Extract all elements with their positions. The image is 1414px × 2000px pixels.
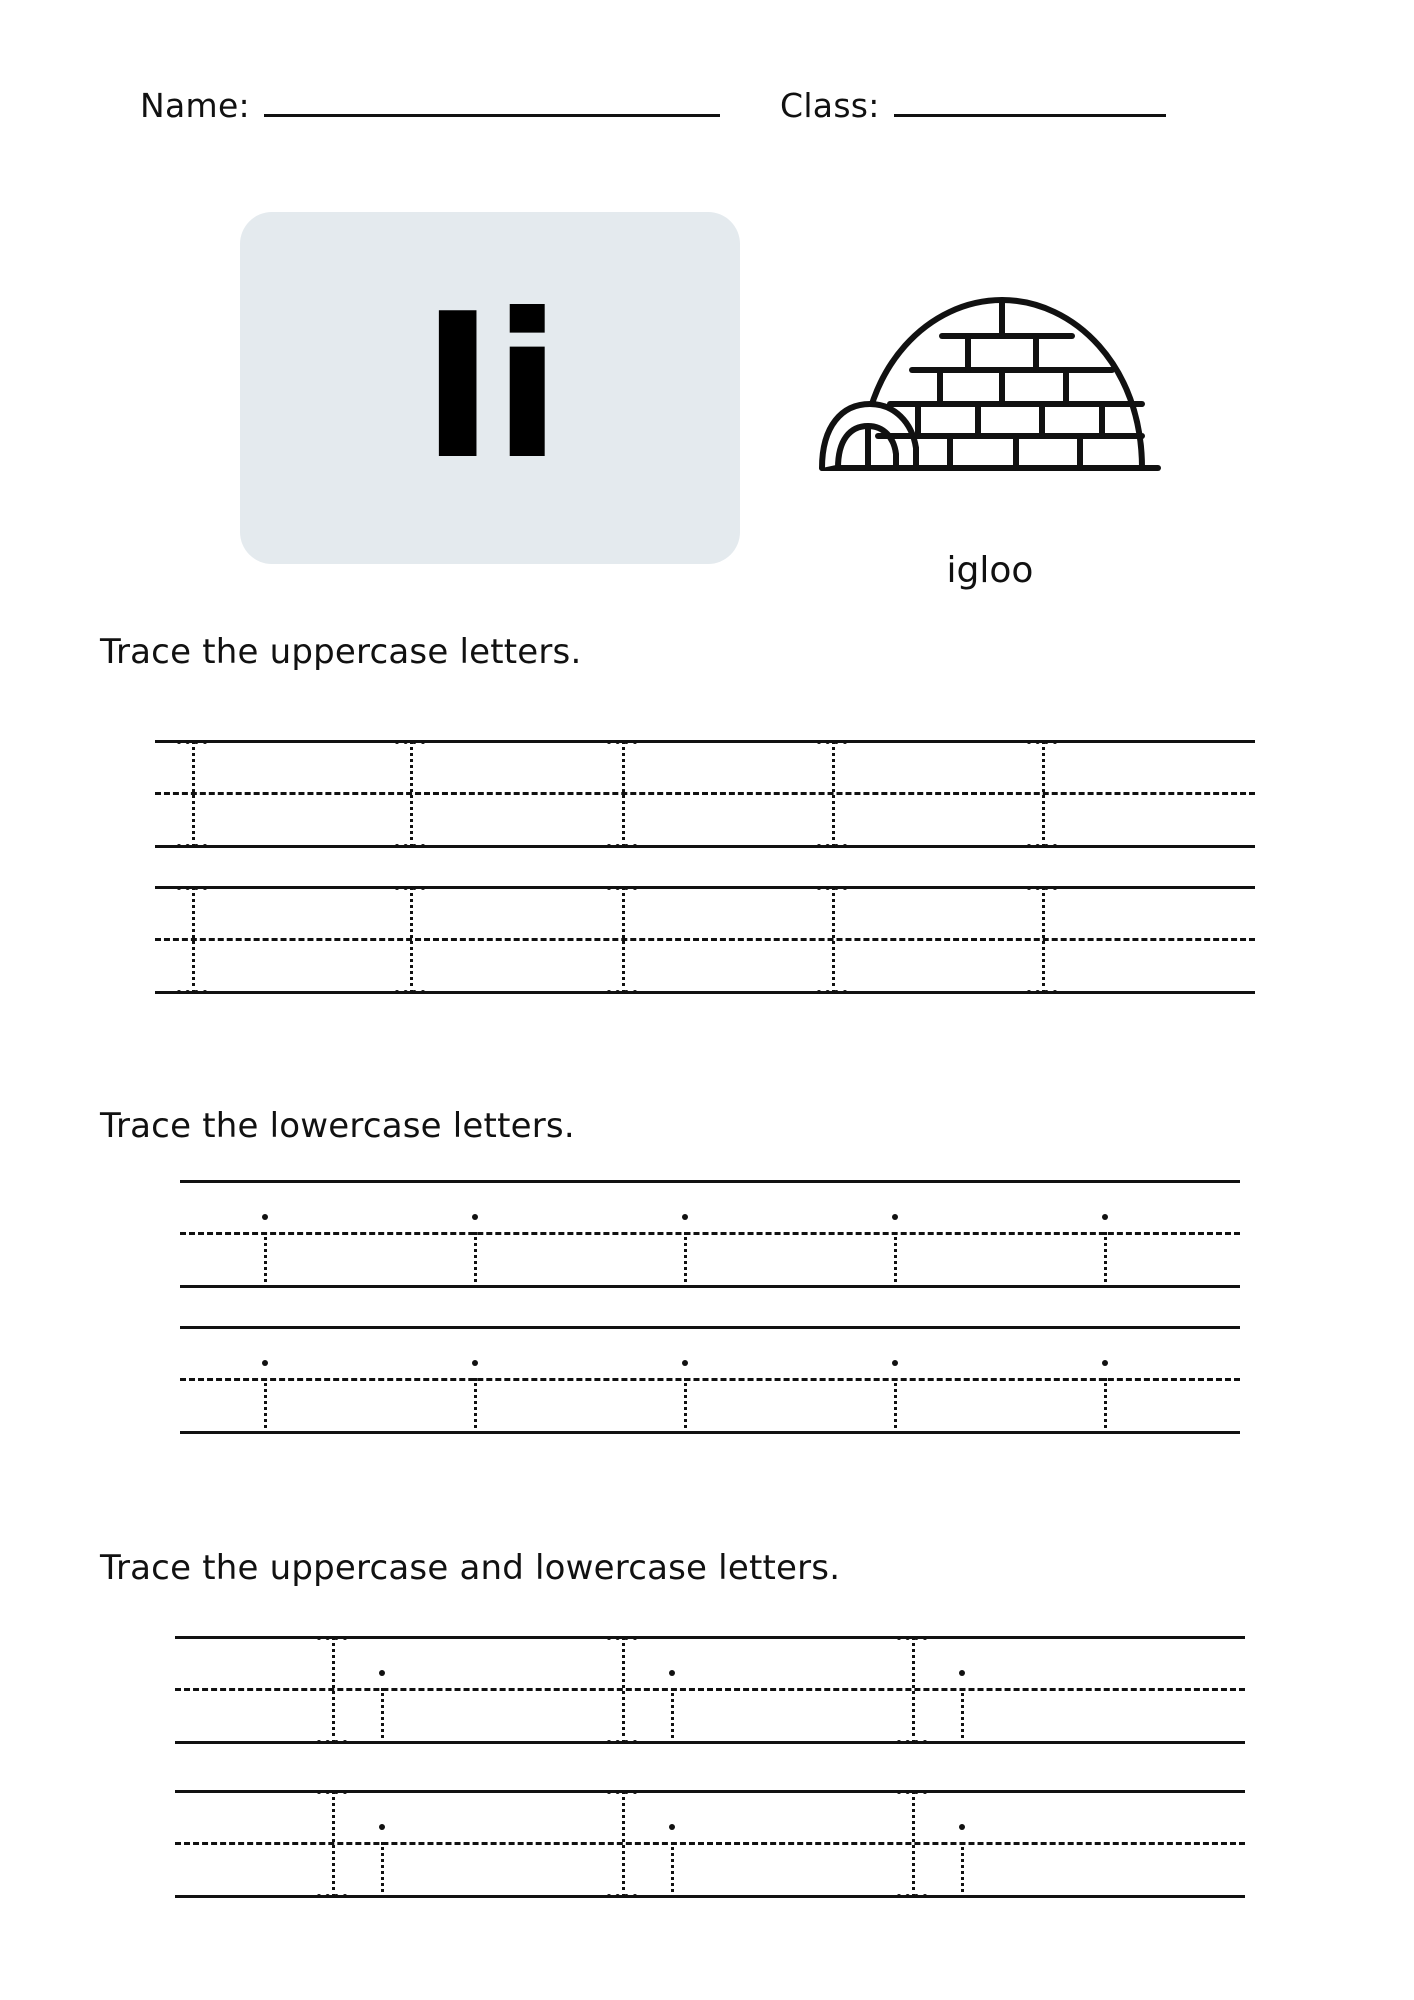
practice-row-lowercase-1[interactable] [180, 1180, 1240, 1288]
practice-row-lowercase-2[interactable] [180, 1326, 1240, 1434]
header [140, 78, 1280, 125]
mid-dashed-guideline [180, 1378, 1240, 1381]
ghost-letter-uppercase [317, 1636, 349, 1744]
class-label: Class: [779, 86, 880, 125]
top-guideline [180, 1326, 1240, 1329]
class-field-group [780, 78, 1166, 125]
ghost-letter-uppercase [607, 740, 639, 848]
ghost-letter-lowercase [955, 1688, 969, 1744]
name-field-group [140, 78, 720, 125]
ghost-letter-uppercase [607, 1636, 639, 1744]
name-input[interactable] [264, 78, 720, 117]
ghost-letter-lowercase [888, 1378, 902, 1434]
practice-row-mixed-2[interactable] [175, 1790, 1245, 1898]
name-label: Name: [140, 86, 250, 125]
top-guideline [155, 886, 1255, 889]
ghost-letter-lowercase [665, 1842, 679, 1898]
bottom-guideline [180, 1431, 1240, 1434]
ghost-letter-uppercase [1027, 740, 1059, 848]
ghost-letter-uppercase [177, 886, 209, 994]
ghost-letter-lowercase [665, 1688, 679, 1744]
class-input[interactable] [894, 78, 1166, 117]
ghost-letter-uppercase [395, 886, 427, 994]
bottom-guideline [155, 845, 1255, 848]
ghost-letter-uppercase [395, 740, 427, 848]
mid-dashed-guideline [155, 792, 1255, 795]
ghost-letter-uppercase [817, 886, 849, 994]
top-guideline [155, 740, 1255, 743]
ghost-letter-lowercase [1098, 1378, 1112, 1434]
ghost-letter-lowercase [888, 1232, 902, 1288]
ghost-letter-uppercase [607, 886, 639, 994]
ghost-letter-lowercase [468, 1378, 482, 1434]
ghost-letter-lowercase [678, 1378, 692, 1434]
ghost-letter-uppercase [897, 1636, 929, 1744]
bottom-guideline [155, 991, 1255, 994]
instruction-mixed: Trace the uppercase and lowercase letters. [100, 1548, 841, 1588]
mid-dashed-guideline [180, 1232, 1240, 1235]
igloo-illustration [790, 258, 1190, 518]
practice-row-uppercase-2[interactable] [155, 886, 1255, 994]
bottom-guideline [180, 1285, 1240, 1288]
instruction-lowercase: Trace the lowercase letters. [100, 1106, 575, 1146]
ghost-letter-uppercase [317, 1790, 349, 1898]
ghost-letter-lowercase [375, 1688, 389, 1744]
top-guideline [180, 1180, 1240, 1183]
letter-card [240, 212, 740, 564]
practice-row-uppercase-1[interactable] [155, 740, 1255, 848]
ghost-letter-uppercase [1027, 886, 1059, 994]
ghost-letter-lowercase [258, 1378, 272, 1434]
ghost-letter-uppercase [607, 1790, 639, 1898]
ghost-letter-lowercase [678, 1232, 692, 1288]
ghost-letter-uppercase [897, 1790, 929, 1898]
ghost-letter-lowercase [468, 1232, 482, 1288]
practice-row-mixed-1[interactable] [175, 1636, 1245, 1744]
ghost-letter-uppercase [177, 740, 209, 848]
ghost-letter-uppercase [817, 740, 849, 848]
ghost-letter-lowercase [955, 1842, 969, 1898]
instruction-uppercase: Trace the uppercase letters. [100, 632, 582, 672]
ghost-letter-lowercase [1098, 1232, 1112, 1288]
ghost-letter-lowercase [375, 1842, 389, 1898]
ghost-letter-lowercase [258, 1232, 272, 1288]
illustration-caption: igloo [946, 550, 1034, 591]
mid-dashed-guideline [155, 938, 1255, 941]
letter-glyph: Ii [420, 271, 560, 504]
